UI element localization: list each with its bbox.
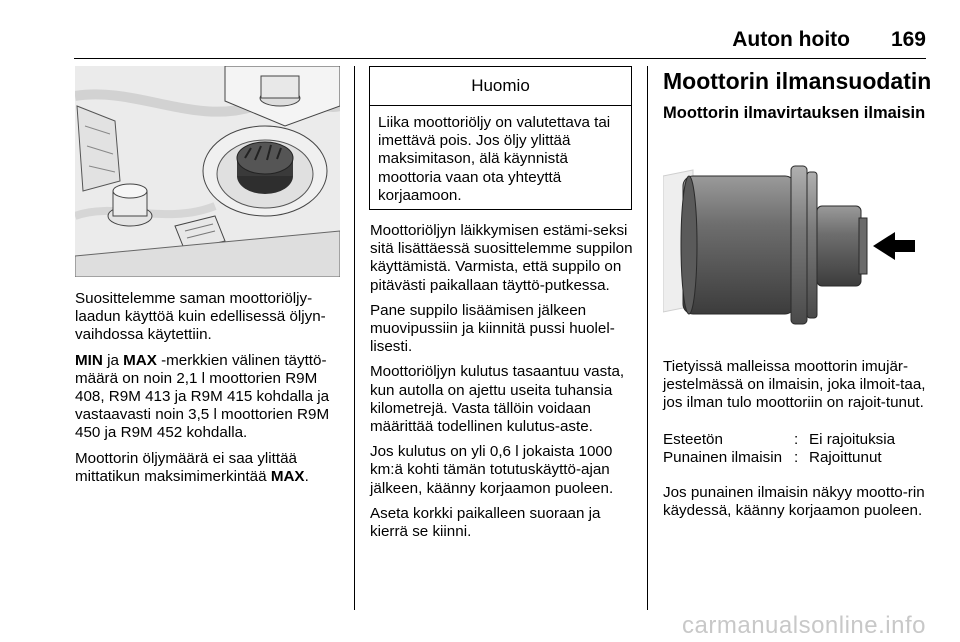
watermark: carmanualsonline.info: [682, 612, 926, 639]
min-mark: MIN: [75, 351, 103, 369]
paragraph: Jos kulutus on yli 0,6 l jokaista 1000 km:ä kohti tämän totutuskäyttö-ajan jälkeen, käänny korjaamon puoleen.: [370, 443, 614, 497]
column-divider-2: [647, 66, 648, 610]
paragraph-max-level: Moottorin öljymäärä ei saa ylittää mittatikun maksimimerkintää MAX.: [75, 449, 309, 485]
column-divider-1: [354, 66, 355, 610]
page-header: [74, 26, 926, 52]
status-row: Esteetön : Ei rajoituksia: [663, 431, 896, 448]
paragraph: Tietyissä malleissa moottorin imujär-jestelmässä on ilmaisin, joka ilmoit-taa, jos ilman tulo moottoriin on rajoit-tunut.: [663, 358, 926, 412]
notice-title: Huomio: [370, 67, 631, 106]
paragraph: Moottoriöljyn läikkymisen estämi-seksi sitä lisättäessä suosittelemme suppilon käyttämistä. Varmista, että suppilo on pitävästi paikallaan täyttö-putkessa.: [370, 222, 633, 294]
paragraph: Suosittelemme saman moottoriöljy-laadun käyttöä kuin edellisessä öljyn-vaihdossa käytettiin.: [75, 290, 326, 344]
status-row: Punainen ilmaisin : Rajoittunut: [663, 449, 882, 467]
column-3-text-end: [663, 484, 933, 527]
section-heading: Moottorin ilmansuodatin: [663, 68, 932, 94]
indicator-status-table: [663, 431, 933, 467]
paragraph: Moottoriöljyn kulutus tasaantuu vasta, kun autolla on ajettu useita tuhansia kilometrejä. Vasta tällöin voidaan määrittää todellinen kulutus-aste.: [370, 363, 625, 436]
section-title-header: Auton hoito: [732, 28, 850, 51]
column-3-text: [663, 358, 933, 420]
engine-oil-cap-illustration: [75, 66, 340, 277]
notice-text: Liika moottoriöljy on valutettava tai imettävä pois. Jos öljy ylittää maksimitason, älä käynnistä moottoria vaan ota yhteyttä korjaamoon.: [378, 114, 611, 204]
page-number: 169: [890, 28, 926, 51]
header-rule: [74, 58, 926, 59]
max-mark: MAX: [123, 351, 157, 369]
airflow-indicator-illustration: [663, 136, 927, 344]
column-2-text: [370, 222, 636, 548]
paragraph: Aseta korkki paikalleen suoraan ja kierrä se kiinni.: [370, 504, 601, 541]
paragraph: Jos punainen ilmaisin näkyy mootto-rin käydessä, käänny korjaamon puoleen.: [663, 484, 925, 520]
notice-box: [369, 66, 632, 210]
sub-heading: Moottorin ilmavirtauksen ilmaisin: [663, 104, 926, 122]
paragraph: Pane suppilo lisäämisen jälkeen muovipussiin ja kiinnitä pussi huolel-lisesti.: [370, 301, 615, 356]
paragraph-fill-quantity: MIN ja MAX -merkkien välinen täyttö-määrä on noin 2,1 l moottorien R9M 408, R9M 413 ja R9M 415 kohdalla ja vastaavasti noin 3,5 l moottorien R9M 450 ja R9M 452 kohdalla.: [75, 351, 330, 442]
max-mark: MAX: [270, 467, 305, 485]
column-1-text: [75, 290, 343, 493]
